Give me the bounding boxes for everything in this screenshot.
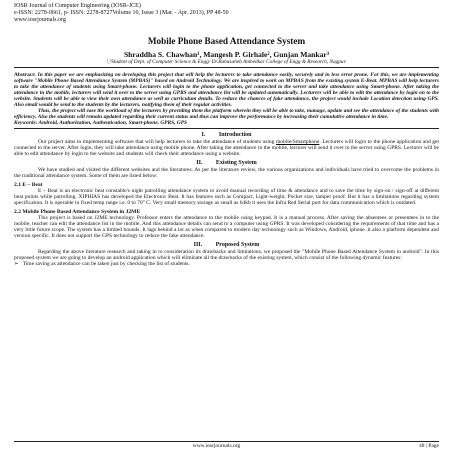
intro-text-a: Our project aims in implementing software that will help lecturers to take the attendance of students using (38, 139, 276, 145)
author-affiliation: ¹,²Student of Dept. of Computer Science & Engg/ Dr.Babasaheb Ambedkar College of Engg & Research, Nagpur. (106, 59, 347, 65)
journal-issn: e-ISSN: 2278-0661, p- ISSN: 2278-8727Volume 10, Issue 3 (Mar. - Apr. 2013), PP 48-50 (14, 10, 229, 16)
paper-authors: Shraddha S. Chawhan¹, Mangesh P. Girhale², Gunjan Mankar³ (123, 50, 330, 59)
list-item (14, 261, 439, 267)
footer-divider (14, 441, 439, 442)
abstract-text-2: Thus, the project will ease the workload of the lecturers by providing them the platform wherein they will be able to take, manage, update and see the attendance of the students with efficiency. Also the students will remain updated regarding their current status and thus can improve the performance by increasing their cumulative attendance in time. (14, 108, 439, 120)
ebeat-paragraph: E – Beat is an electronic beat constable's night patrolling attendance system to avoid manual recording of time & attendance and to save the time by sign-on / sign-off at different beat points while patrolling. XIPHIAS has developed the Electronic Beat. It has features such as Compact, Light-weight, Pocket size, tamper proof. But it has a limitations regarding system specification. It is operable in fixed temp range i.e. 0 to 70° C. Very small memory storage as small as 64kb it uses the Infra Red Serial port for data communication which is outdated. (14, 188, 439, 206)
abstract-label: Abstract: (14, 72, 36, 78)
arrow-bullet-icon: ➢ (14, 261, 19, 267)
subsection-heading-ebeat: 2.1 E – Beat (14, 182, 43, 188)
intro-text-b: . Lecturers will login to the phone application and get connected to the server. After login, they will take attendance using mobile phone. After taking the attendance in the mobile, lecturer will send it over to the server using GPRS. Lecturer will be able to edit attendance by login to the website and students will check their attendance using a website. (14, 139, 439, 157)
proposed-system-paragraph: Regarding the above literature research and taking in to consideration its drawbacks and limitations, we proposed the "Mobile Phone Based Attendance System in android". In this proposed system we are going to develop an android application which will eliminate all the drawbacks of the existing system, which consist of the following dynamic features: (14, 249, 439, 261)
subsection-heading-j2me: 2.2 Mobile Phone Based Attendance System in J2ME (14, 209, 141, 215)
footer-url[interactable]: www.iosrjournals.org (192, 443, 241, 449)
j2me-paragraph: This project is based on J2ME technology. Professor enters the attendance to the mobile using keypad. It is a manual process. After saving the absentees or presentees in to the mobile, teacher can edit the attendance list in the mobile. And this attendance details can send to a computer using GPRS. It was developed considering the requirements of that time and has a very little future scope. The system has a limited bounds. It lags behind a lot as when compared to modern day technology such as Windows, Android, iphone .it also a platform dependent and version specific. It does not support the GPS technology to reduce the fake attendance. (14, 215, 439, 239)
divider (14, 67, 439, 68)
divider (14, 128, 439, 129)
page-footer (14, 441, 439, 449)
page-number: 48 | Page (418, 443, 439, 449)
intro-link[interactable]: mobile/Smartphone (275, 139, 320, 145)
keywords-text: Android, Authorization, Authentication, Smart-phone, GPRS, GPS (38, 120, 187, 126)
introduction-paragraph (14, 139, 439, 157)
section-heading-introduction: I. Introduction (201, 132, 252, 138)
abstract-text: In this paper we are emphasizing on developing this project that will help the lecturers to take attendance easily, securely and in less error prone. For this, we are implementing software "Mobile Phone Based Attendance System (MPBAS)" based on Android Technology. We are inspired to work on MPBAS from the existing system E-Beat. MPBAS will help lecturers to take the attendance of students using Smart-phone. Lecturers will login to the phone application, get connected to the server and take attendance using Smart-phone. After taking the attendance in the mobile, lecturers will send it over to the server using GPRS and attendance list will be updated automatically. Lecturers will be able to edit the attendance by login on to the website. Students will be able to view their own attendance as well as curriculum details. To reduce the chances of fake attendance, the project would include Location detection using GPS. Also email would be send to the students by the lecturers, notifying them of their regular activities. (14, 72, 439, 108)
journal-website[interactable]: www.iosrjournals.org (14, 17, 66, 23)
paper-title: Mobile Phone Based Attendance System (147, 36, 306, 46)
abstract (14, 72, 439, 120)
existing-system-paragraph: We have studied and visited the different websites and the literatures. As per the literature review, the various organizations and individuals have tried to overcome the problems in the traditional attendance system. Some of them are listed below: (14, 167, 439, 179)
keywords (14, 120, 439, 126)
section-heading-proposed-system: III. Proposed System (193, 242, 260, 248)
journal-header (14, 3, 439, 24)
keywords-label: Keywords: (14, 120, 38, 126)
section-heading-existing-system: II. Existing System (196, 160, 257, 166)
list-item-text: Time saving as attendance can be taken just by checking the list of students. (22, 261, 190, 267)
journal-name: IOSR Journal of Computer Engineering (IOSR-JCE) (14, 3, 141, 9)
